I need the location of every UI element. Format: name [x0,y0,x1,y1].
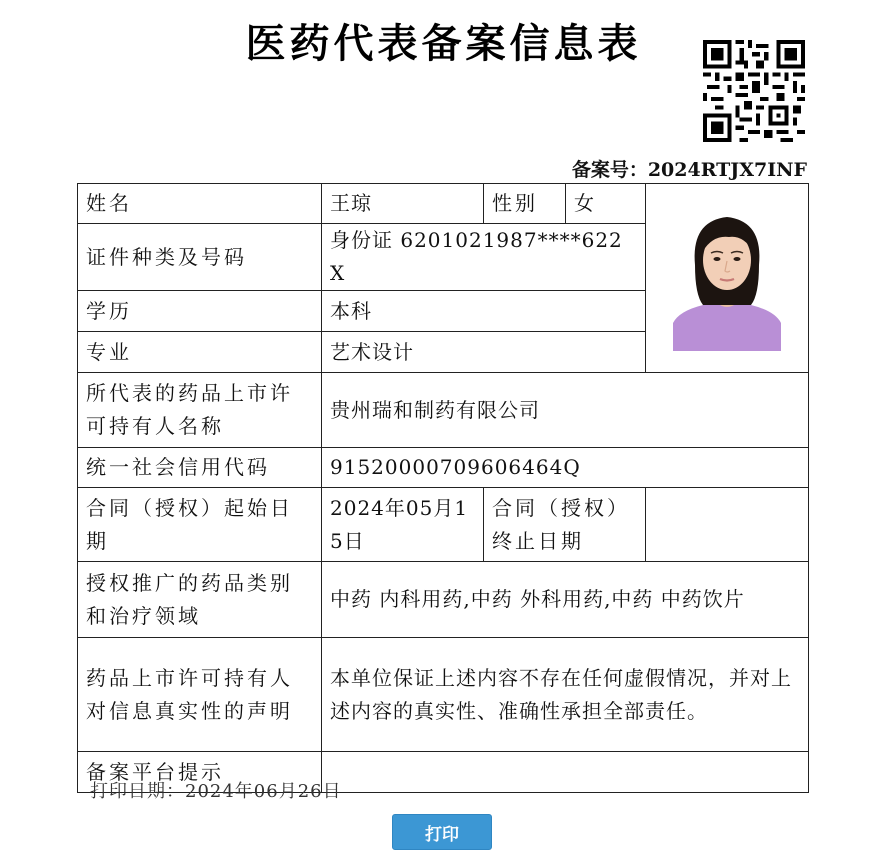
name-label: 姓名 [78,184,322,224]
table-row [78,448,809,488]
table-row [78,562,809,638]
registration-number: 备案号：2024RTJX7INF [571,159,807,181]
holder-label: 所代表的药品上市许可持有人名称 [78,373,322,448]
print-button[interactable]: 打印 [392,814,492,850]
gender-label: 性别 [484,184,566,224]
holder-value: 贵州瑞和制药有限公司 [322,373,809,448]
education-label: 学历 [78,291,322,332]
qr-code-icon [703,40,805,142]
table-row [78,373,809,448]
table-row [78,638,809,752]
platform-tip-label: 备案平台提示 [78,752,322,793]
end-date-label: 合同（授权）终止日期 [484,488,646,562]
page-title: 医药代表备案信息表 [245,21,642,67]
id-label: 证件种类及号码 [78,224,322,291]
major-label: 专业 [78,332,322,373]
info-table [77,183,809,793]
platform-tip-value [322,752,809,793]
declaration-label: 药品上市许可持有人对信息真实性的声明 [78,638,322,752]
print-date: 打印日期：2024年06月26日 [90,781,342,802]
table-row [78,184,809,224]
id-value: 身份证 6201021987****622X [322,224,646,291]
credit-code-value: 91520000709606464Q [322,448,809,488]
scope-label: 授权推广的药品类别和治疗领域 [78,562,322,638]
table-row [78,488,809,562]
scope-value: 中药 内科用药,中药 外科用药,中药 中药饮片 [322,562,809,638]
start-date-label: 合同（授权）起始日期 [78,488,322,562]
education-value: 本科 [322,291,646,332]
credit-code-label: 统一社会信用代码 [78,448,322,488]
major-value: 艺术设计 [322,332,646,373]
portrait-photo [673,205,781,351]
gender-value: 女 [566,184,646,224]
name-value: 王琼 [322,184,484,224]
declaration-value: 本单位保证上述内容不存在任何虚假情况，并对上述内容的真实性、准确性承担全部责任。 [322,638,809,752]
info-sheet [77,183,808,784]
start-date-value: 2024年05月15日 [322,488,484,562]
end-date-value [646,488,809,562]
photo-cell [646,184,809,373]
